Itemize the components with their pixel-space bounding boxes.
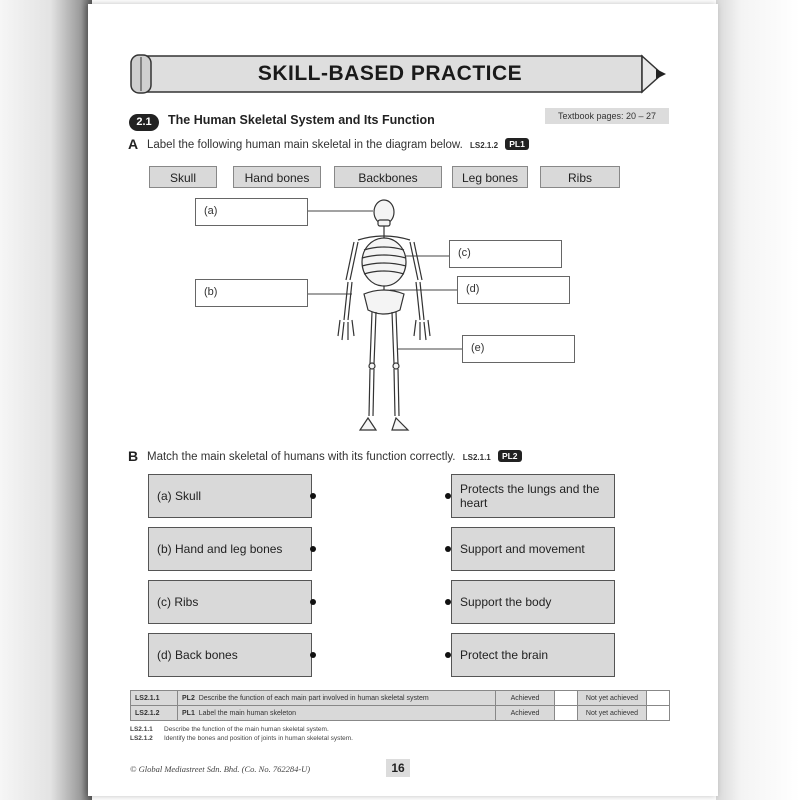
question-b-text [147, 450, 522, 463]
ls-code-cell: LS2.1.1 [131, 691, 178, 706]
match-dot-right-2[interactable] [445, 546, 451, 552]
copyright-footer: © Global Mediastreet Sdn. Bhd. (Co. No. 762284-U) [130, 764, 311, 774]
page-number: 16 [386, 759, 410, 777]
description-text: Describe the function of each main part involved in human skeletal system [198, 694, 429, 702]
description-text: Label the main human skeleton [198, 709, 297, 717]
not-achieved-label: Not yet achieved [578, 706, 647, 721]
achieved-checkbox[interactable] [555, 706, 578, 721]
match-left-label: Hand and leg bones [175, 542, 283, 556]
assessment-table [130, 690, 670, 721]
match-left-tag: (a) [157, 489, 172, 503]
match-dot-left-a[interactable] [310, 493, 316, 499]
match-left-ribs [148, 580, 312, 624]
question-b-letter: B [128, 448, 139, 464]
match-left-tag: (b) [157, 542, 172, 556]
question-b-instruction: Match the main skeletal of humans with its function correctly. [147, 451, 456, 463]
achieved-label: Achieved [496, 706, 555, 721]
pl-level: PL2 [182, 694, 195, 702]
match-right-protect-brain: Protect the brain [451, 633, 615, 677]
match-right-support-movement: Support and movement [451, 527, 615, 571]
match-left-hand-leg-bones [148, 527, 312, 571]
section-title: The Human Skeletal System and Its Function [168, 113, 435, 127]
note-line [130, 725, 353, 734]
label-box-e[interactable]: (e) [462, 335, 575, 363]
match-right-lungs-heart: Protects the lungs and the heart [451, 474, 615, 518]
match-dot-left-d[interactable] [310, 652, 316, 658]
match-left-tag: (d) [157, 648, 172, 662]
human-skeleton-icon [300, 196, 470, 436]
achieved-checkbox[interactable] [555, 691, 578, 706]
note-code: LS2.1.2 [130, 735, 153, 742]
match-left-back-bones [148, 633, 312, 677]
note-line [130, 734, 353, 743]
match-dot-left-c[interactable] [310, 599, 316, 605]
match-dot-right-3[interactable] [445, 599, 451, 605]
description-cell [178, 706, 496, 721]
match-left-label: Back bones [175, 648, 238, 662]
match-right-support-body: Support the body [451, 580, 615, 624]
not-achieved-label: Not yet achieved [578, 691, 647, 706]
question-b-pl-badge: PL2 [498, 450, 522, 462]
label-box-c[interactable]: (c) [449, 240, 562, 268]
table-row [131, 691, 670, 706]
question-a-ls-code: LS2.1.2 [470, 141, 499, 150]
ls-code-cell: LS2.1.2 [131, 706, 178, 721]
not-achieved-checkbox[interactable] [647, 691, 670, 706]
pl-level: PL1 [182, 709, 195, 717]
not-achieved-checkbox[interactable] [647, 706, 670, 721]
label-box-a[interactable]: (a) [195, 198, 308, 226]
match-dot-right-4[interactable] [445, 652, 451, 658]
match-dot-right-1[interactable] [445, 493, 451, 499]
word-bank-ribs: Ribs [540, 166, 620, 188]
note-text: Describe the function of the main human skeletal system. [164, 726, 329, 733]
note-text: Identify the bones and position of joints in human skeletal system. [164, 735, 353, 742]
word-bank-leg-bones: Leg bones [452, 166, 528, 188]
description-cell [178, 691, 496, 706]
match-left-skull [148, 474, 312, 518]
table-row [131, 706, 670, 721]
question-a-letter: A [128, 136, 139, 152]
match-left-label: Skull [175, 489, 202, 503]
word-bank-backbones: Backbones [334, 166, 442, 188]
banner-title: SKILL-BASED PRACTICE [257, 62, 523, 85]
learning-standard-notes [130, 725, 353, 743]
match-left-tag: (c) [157, 595, 171, 609]
word-bank-skull: Skull [149, 166, 217, 188]
section-number-badge: 2.1 [129, 114, 159, 131]
label-box-b[interactable]: (b) [195, 279, 308, 307]
label-box-d[interactable]: (d) [457, 276, 570, 304]
word-bank-hand-bones: Hand bones [233, 166, 321, 188]
textbook-pages-label: Textbook pages: 20 – 27 [545, 108, 669, 124]
question-a-instruction: Label the following human main skeletal in the diagram below. [147, 139, 463, 151]
match-left-label: Ribs [174, 595, 199, 609]
achieved-label: Achieved [496, 691, 555, 706]
question-a-pl-badge: PL1 [505, 138, 529, 150]
match-dot-left-b[interactable] [310, 546, 316, 552]
note-code: LS2.1.1 [130, 726, 153, 733]
question-b-ls-code: LS2.1.1 [462, 453, 491, 462]
